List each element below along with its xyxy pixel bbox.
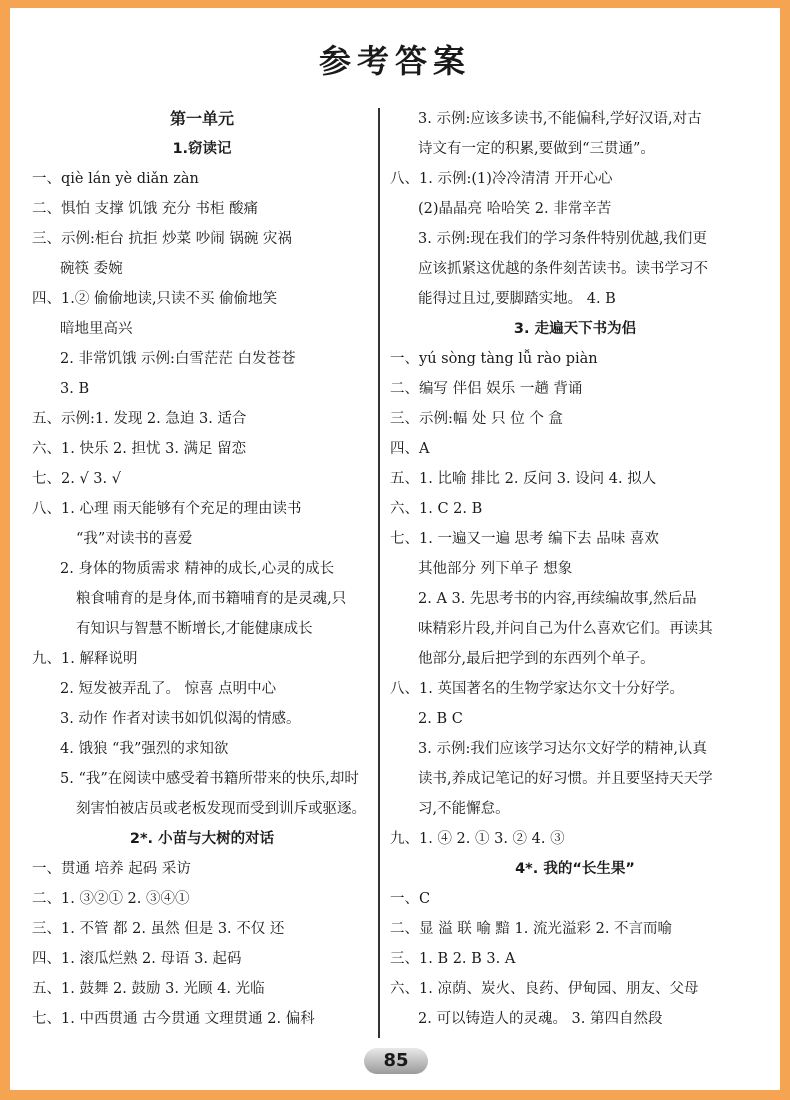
answer-line: 3. 动作 作者对读书如饥似渴的情感。 bbox=[60, 711, 301, 727]
answer-line: 四、1. 滚瓜烂熟 2. 母语 3. 起码 bbox=[32, 951, 242, 967]
answer-line: 一、C bbox=[390, 891, 431, 907]
answer-line: 四、A bbox=[390, 441, 430, 457]
answer-line: (2)晶晶亮 哈哈笑 2. 非常辛苦 bbox=[418, 201, 612, 217]
page-number: 85 bbox=[364, 1048, 428, 1074]
answer-line: 读书,养成记笔记的好习惯。并且要坚持天天学 bbox=[418, 771, 713, 787]
answer-line: 七、2. √ 3. √ bbox=[32, 471, 121, 487]
answer-line: 5. “我”在阅读中感受着书籍所带来的快乐,却时 bbox=[60, 771, 359, 787]
answer-line: 习,不能懈怠。 bbox=[418, 801, 510, 817]
answer-line: 2. A 3. 先思考书的内容,再续编故事,然后品 bbox=[418, 591, 697, 607]
section-heading: 第一单元 bbox=[169, 109, 234, 128]
answer-line: “我”对读书的喜爱 bbox=[76, 531, 193, 547]
right-column bbox=[390, 104, 760, 1034]
answer-line: 2. 可以铸造人的灵魂。 3. 第四自然段 bbox=[418, 1011, 663, 1027]
column-divider bbox=[378, 108, 380, 1038]
answer-line: 应该抓紧这优越的条件刻苦读书。读书学习不 bbox=[418, 261, 708, 277]
answer-line: 六、1. 凉荫、炭火、良药、伊甸园、朋友、父母 bbox=[390, 981, 699, 997]
answer-line: 3. B bbox=[60, 381, 90, 397]
answer-line: 三、1. 不管 都 2. 虽然 但是 3. 不仅 还 bbox=[32, 921, 285, 937]
answer-line: 能得过且过,要脚踏实地。 4. B bbox=[418, 291, 616, 307]
answer-line: 刻害怕被店员或老板发现而受到训斥或驱逐。 bbox=[76, 801, 366, 817]
answer-line: 2. B C bbox=[418, 711, 463, 727]
answer-line: 碗筷 委婉 bbox=[60, 261, 123, 277]
answer-line: 九、1. ④ 2. ① 3. ② 4. ③ bbox=[390, 831, 565, 847]
answer-line: 2. 短发被弄乱了。 惊喜 点明中心 bbox=[60, 681, 277, 697]
section-heading: 4*. 我的“长生果” bbox=[515, 861, 635, 877]
answer-line: 七、1. 一遍又一遍 思考 编下去 品味 喜欢 bbox=[390, 531, 659, 547]
answer-line: 八、1. 心理 雨天能够有个充足的理由读书 bbox=[32, 501, 302, 517]
answer-line: 五、1. 鼓舞 2. 鼓励 3. 光顾 4. 光临 bbox=[32, 981, 265, 997]
answer-line: 六、1. 快乐 2. 担忧 3. 满足 留恋 bbox=[32, 441, 247, 457]
section-heading: 3. 走遍天下书为侣 bbox=[513, 321, 637, 337]
answer-line: 三、示例:幅 处 只 位 个 盒 bbox=[390, 411, 563, 427]
answer-line: 3. 示例:我们应该学习达尔文好学的精神,认真 bbox=[418, 741, 707, 757]
answer-line: 暗地里高兴 bbox=[60, 321, 133, 337]
answer-line: 3. 示例:应该多读书,不能偏科,学好汉语,对古 bbox=[418, 111, 702, 127]
answer-line: 三、1. B 2. B 3. A bbox=[390, 951, 516, 967]
answer-line: 五、示例:1. 发现 2. 急迫 3. 适合 bbox=[32, 411, 247, 427]
answer-line: 其他部分 列下单子 想象 bbox=[418, 561, 573, 577]
answer-line: 二、惧怕 支撑 饥饿 充分 书柜 酸痛 bbox=[32, 201, 259, 217]
answer-line: 一、贯通 培养 起码 采访 bbox=[32, 861, 191, 877]
left-column bbox=[32, 104, 372, 1034]
answer-line: 八、1. 英国著名的生物学家达尔文十分好学。 bbox=[390, 681, 684, 697]
answer-line: 2. 身体的物质需求 精神的成长,心灵的成长 bbox=[60, 561, 335, 577]
answer-line: 味精彩片段,并问自己为什么喜欢它们。再读其 bbox=[418, 621, 713, 637]
page-title: 参考答案 bbox=[318, 42, 471, 80]
answer-line: 八、1. 示例:(1)冷冷清清 开开心心 bbox=[390, 171, 613, 187]
answer-line: 诗文有一定的积累,要做到“三贯通”。 bbox=[418, 141, 655, 157]
section-heading: 1.窃读记 bbox=[172, 141, 232, 157]
answer-line: 六、1. C 2. B bbox=[390, 501, 483, 517]
answer-page bbox=[10, 8, 780, 1090]
answer-line: 有知识与智慧不断增长,才能健康成长 bbox=[76, 621, 313, 637]
answer-line: 三、示例:柜台 抗拒 炒菜 吵闹 锅碗 灾祸 bbox=[32, 231, 292, 247]
answer-line: 二、编写 伴侣 娱乐 一趟 背诵 bbox=[390, 381, 583, 397]
answer-line: 粮食哺育的是身体,而书籍哺育的是灵魂,只 bbox=[76, 591, 347, 607]
answer-line: 一、qiè lán yè diǎn zàn bbox=[32, 171, 199, 187]
answer-line: 二、显 溢 联 喻 黯 1. 流光溢彩 2. 不言而喻 bbox=[390, 921, 673, 937]
answer-line: 2. 非常饥饿 示例:白雪茫茫 白发苍苍 bbox=[60, 351, 296, 367]
answer-line: 他部分,最后把学到的东西列个单子。 bbox=[418, 651, 655, 667]
answer-line: 4. 饿狼 “我”强烈的求知欲 bbox=[60, 741, 229, 757]
answer-line: 九、1. 解释说明 bbox=[32, 651, 138, 667]
answer-line: 五、1. 比喻 排比 2. 反问 3. 设问 4. 拟人 bbox=[390, 471, 657, 487]
answer-line: 七、1. 中西贯通 古今贯通 文理贯通 2. 偏科 bbox=[32, 1011, 315, 1027]
answer-line: 四、1.② 偷偷地读,只读不买 偷偷地笑 bbox=[32, 291, 278, 307]
answer-line: 一、yú sòng tàng lǚ rào piàn bbox=[390, 351, 598, 367]
answer-line: 3. 示例:现在我们的学习条件特别优越,我们更 bbox=[418, 231, 707, 247]
section-heading: 2*. 小苗与大树的对话 bbox=[129, 831, 275, 847]
answer-line: 二、1. ③②① 2. ③④① bbox=[32, 891, 190, 907]
